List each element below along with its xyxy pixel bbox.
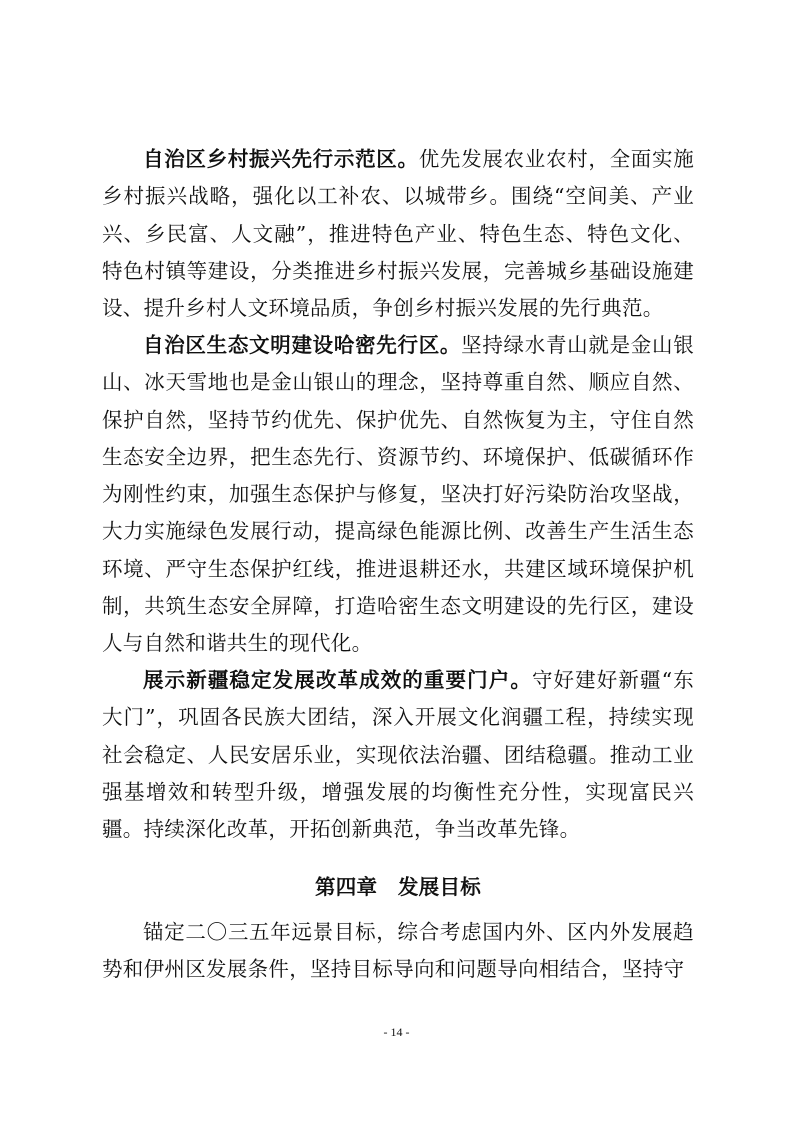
paragraph-heading: 自治区生态文明建设哈密先行区。 (143, 333, 462, 357)
chapter-title: 发展目标 (397, 875, 482, 899)
chapter-number: 第四章 (314, 875, 378, 899)
paragraph-body: 优先发展农业农村，全面实施乡村振兴战略，强化以工补农、以城带乡。围绕“空间美、产业兴、乡民富、人文融”，推进特色产业、特色生态、特色文化、特色村镇等建设，分类推进乡村振兴发展，完善城乡基础设施建设、提升乡村人文环境品质，争创乡村振兴发展的先行典范。 (102, 147, 694, 321)
page-number: - 14 - (383, 1025, 410, 1039)
paragraph-rural-revitalization (102, 141, 694, 327)
paragraph-heading: 展示新疆稳定发展改革成效的重要门户。 (143, 668, 532, 692)
paragraph-goals-intro: 锚定二〇三五年远景目标，综合考虑国内外、区内外发展趋势和伊州区发展条件，坚持目标导向和问题导向相结合，坚持守 (102, 920, 694, 982)
paragraph-ecological-civilization (102, 327, 694, 663)
chapter-heading (102, 869, 694, 906)
paragraph-stability-reform-gateway (102, 662, 694, 848)
paragraph-heading: 自治区乡村振兴先行示范区。 (143, 147, 419, 171)
paragraph-body: 坚持绿水青山就是金山银山、冰天雪地也是金山银山的理念，坚持尊重自然、顺应自然、保护自然，坚持节约优先、保护优先、自然恢复为主，守住自然生态安全边界，把生态先行、资源节约、环境保护、低碳循环作为刚性约束，加强生态保护与修复，坚决打好污染防治攻坚战，大力实施绿色发展行动，提高绿色能源比例、改善生产生活生态环境、严守生态保护红线，推进退耕还水，共建区域环境保护机制，共筑生态安全屏障，打造哈密生态文明建设的先行区，建设人与自然和谐共生的现代化。 (102, 333, 694, 656)
paragraph-body: 守好建好新疆“东大门”，巩固各民族大团结，深入开展文化润疆工程，持续实现社会稳定、人民安居乐业，实现依法治疆、团结稳疆。推动工业强基增效和转型升级，增强发展的均衡性充分性，实现富民兴疆。持续深化改革，开拓创新典范，争当改革先锋。 (102, 668, 694, 842)
